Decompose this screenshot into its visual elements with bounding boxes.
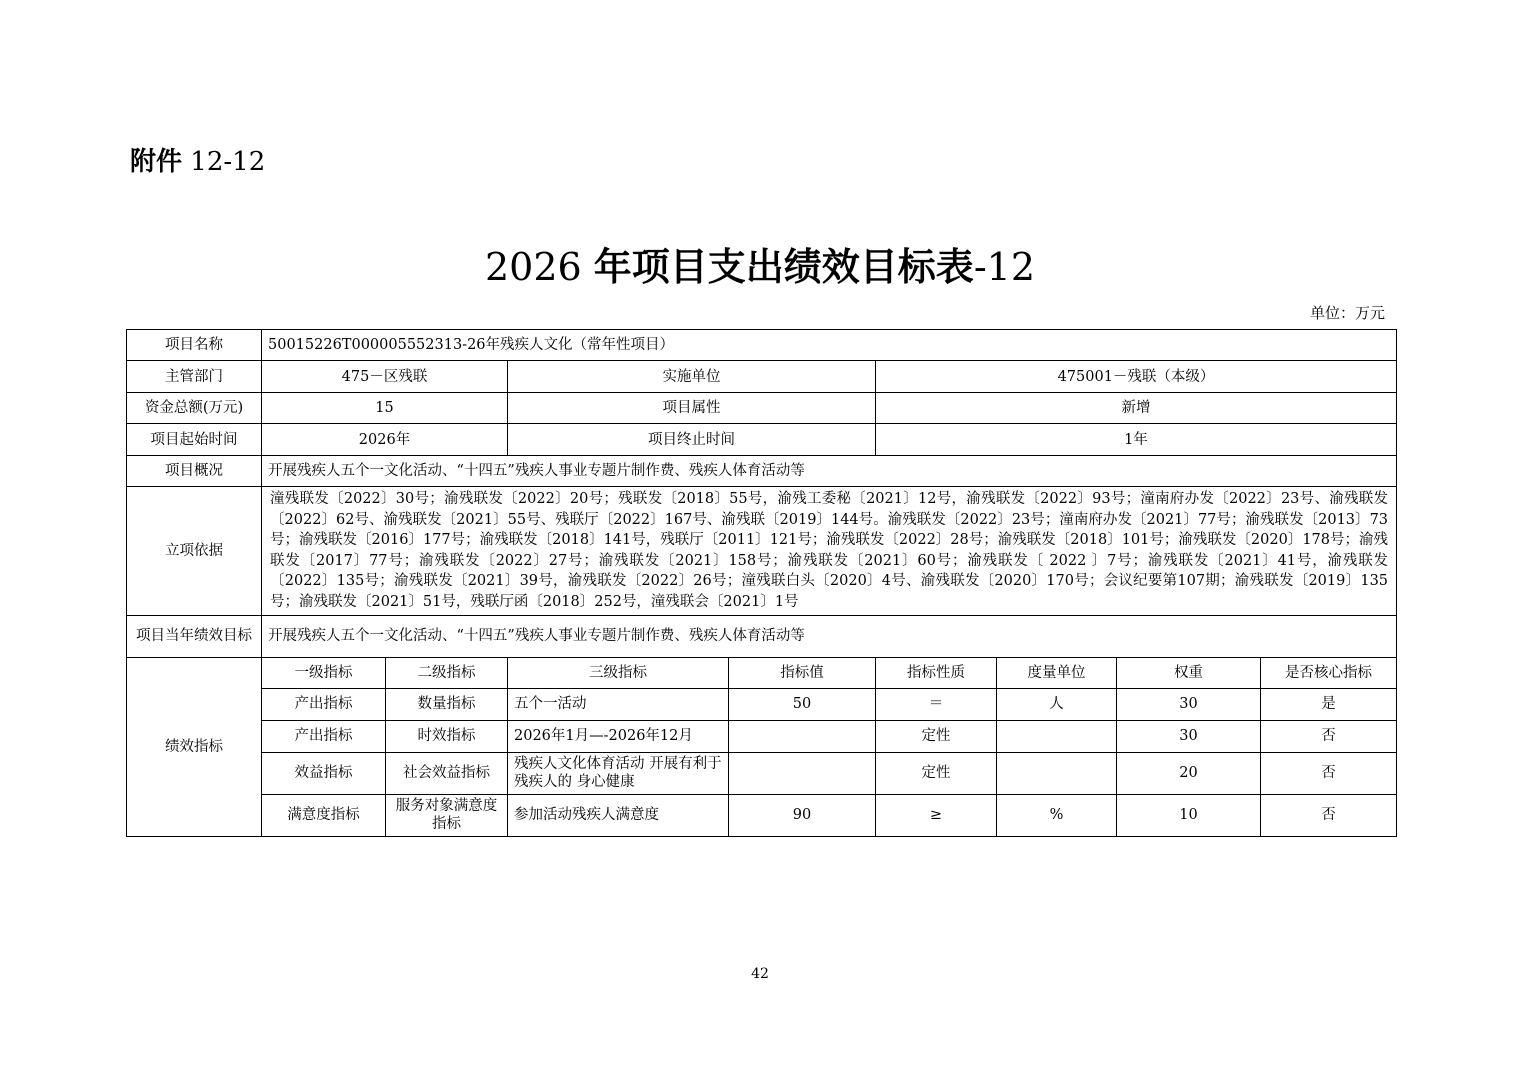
cell-weight: 10 xyxy=(1117,794,1261,836)
cell-weight: 30 xyxy=(1117,720,1261,752)
header-weight: 权重 xyxy=(1117,657,1261,688)
indicator-section-label: 绩效指标 xyxy=(127,657,262,836)
unit-label: 单位：万元 xyxy=(1309,304,1385,322)
row-department xyxy=(127,361,1397,393)
cell-nature: 定性 xyxy=(876,752,997,794)
cell-level3: 残疾人文化体育活动 开展有利于残疾人的 身心健康 xyxy=(508,752,729,794)
cell-level2: 服务对象满意度指标 xyxy=(386,794,508,836)
header-value: 指标值 xyxy=(729,657,876,688)
attachment-label xyxy=(130,144,265,180)
cell-level2: 社会效益指标 xyxy=(386,752,508,794)
cell-nature: ＝ xyxy=(876,688,997,720)
header-level2: 二级指标 xyxy=(386,657,508,688)
cell-level2: 时效指标 xyxy=(386,720,508,752)
project-name-value: 50015226T000005552313-26年残疾人文化（常年性项目） xyxy=(262,330,1397,361)
goal-label: 项目当年绩效目标 xyxy=(127,615,262,657)
row-time xyxy=(127,424,1397,456)
basis-value: 潼残联发〔2022〕30号；渝残联发〔2022〕20号；残联发〔2018〕55号，渝残工委秘〔2021〕12号，渝残联发〔2022〕93号；潼南府办发〔2022〕23号、渝残联发〔2022〕62号、渝残联发〔2021〕55号、残联厅〔2022〕167号、渝残联〔2019〕144号。渝残联发〔2022〕23号；潼南府办发〔2021〕77号；渝残联发〔2013〕73号；渝残联发〔2016〕177号；渝残联发〔2018〕141号，残联厅〔2011〕121号；渝残联发〔2022〕28号；渝残联发〔2018〕101号；渝残联发〔2020〕178号；渝残联发〔2017〕77号；渝残联发〔2022〕27号；渝残联发〔2021〕158号；渝残联发〔2021〕60号；渝残联发〔 2022 〕7号；渝残联发〔2021〕41号，渝残联发〔2022〕135号；渝残联发〔2021〕39号，渝残联发〔2022〕26号；潼残联白头〔2020〕4号、渝残联发〔2020〕170号；会议纪要第107期；渝残联发〔2019〕135号；渝残联发〔2021〕51号，残联厅函〔2018〕252号，潼残联会〔2021〕1号 xyxy=(262,487,1397,616)
fund-label: 资金总额(万元) xyxy=(127,393,262,424)
table-row xyxy=(127,688,1397,720)
table-row xyxy=(127,794,1397,836)
attachment-number: 12-12 xyxy=(190,147,266,177)
overview-label: 项目概况 xyxy=(127,456,262,487)
project-attribute-label: 项目属性 xyxy=(508,393,876,424)
project-attribute-value: 新增 xyxy=(876,393,1397,424)
cell-core: 否 xyxy=(1261,794,1397,836)
start-time-label: 项目起始时间 xyxy=(127,424,262,456)
cell-core: 是 xyxy=(1261,688,1397,720)
cell-unit: 人 xyxy=(997,688,1117,720)
page-number: 42 xyxy=(751,966,769,982)
end-time-value: 1年 xyxy=(876,424,1397,456)
title-text: 年项目支出绩效目标表 xyxy=(593,245,974,289)
table-row xyxy=(127,720,1397,752)
start-time-value: 2026年 xyxy=(262,424,508,456)
title-suffix: -12 xyxy=(973,245,1036,289)
header-level3: 三级指标 xyxy=(508,657,729,688)
cell-value: 90 xyxy=(729,794,876,836)
page-title xyxy=(0,240,1520,294)
header-core: 是否核心指标 xyxy=(1261,657,1397,688)
row-basis xyxy=(127,487,1397,616)
cell-level2: 数量指标 xyxy=(386,688,508,720)
cell-level3: 参加活动残疾人满意度 xyxy=(508,794,729,836)
cell-value xyxy=(729,720,876,752)
cell-weight: 20 xyxy=(1117,752,1261,794)
attachment-lead: 附件 xyxy=(130,147,183,177)
cell-nature: 定性 xyxy=(876,720,997,752)
cell-unit: % xyxy=(997,794,1117,836)
row-fund xyxy=(127,393,1397,424)
cell-value: 50 xyxy=(729,688,876,720)
cell-unit xyxy=(997,752,1117,794)
cell-level1: 效益指标 xyxy=(262,752,386,794)
title-year: 2026 xyxy=(484,245,582,289)
fund-value: 15 xyxy=(262,393,508,424)
implementing-unit-value: 475001－残联（本级） xyxy=(876,361,1397,393)
overview-value: 开展残疾人五个一文化活动、“十四五”残疾人事业专题片制作费、残疾人体育活动等 xyxy=(262,456,1397,487)
cell-level3: 2026年1月—-2026年12月 xyxy=(508,720,729,752)
cell-nature: ≥ xyxy=(876,794,997,836)
department-value: 475－区残联 xyxy=(262,361,508,393)
end-time-label: 项目终止时间 xyxy=(508,424,876,456)
department-label: 主管部门 xyxy=(127,361,262,393)
cell-level1: 满意度指标 xyxy=(262,794,386,836)
cell-core: 否 xyxy=(1261,720,1397,752)
header-level1: 一级指标 xyxy=(262,657,386,688)
cell-level1: 产出指标 xyxy=(262,720,386,752)
indicator-header-row xyxy=(127,657,1397,688)
table-row xyxy=(127,752,1397,794)
cell-core: 否 xyxy=(1261,752,1397,794)
row-goal xyxy=(127,615,1397,657)
cell-unit xyxy=(997,720,1117,752)
basis-label: 立项依据 xyxy=(127,487,262,616)
cell-level3: 五个一活动 xyxy=(508,688,729,720)
row-overview xyxy=(127,456,1397,487)
project-name-label: 项目名称 xyxy=(127,330,262,361)
cell-value xyxy=(729,752,876,794)
goal-value: 开展残疾人五个一文化活动、“十四五”残疾人事业专题片制作费、残疾人体育活动等 xyxy=(262,615,1397,657)
row-project-name xyxy=(127,330,1397,361)
header-unit: 度量单位 xyxy=(997,657,1117,688)
implementing-unit-label: 实施单位 xyxy=(508,361,876,393)
performance-table xyxy=(126,329,1397,837)
header-nature: 指标性质 xyxy=(876,657,997,688)
cell-weight: 30 xyxy=(1117,688,1261,720)
cell-level1: 产出指标 xyxy=(262,688,386,720)
